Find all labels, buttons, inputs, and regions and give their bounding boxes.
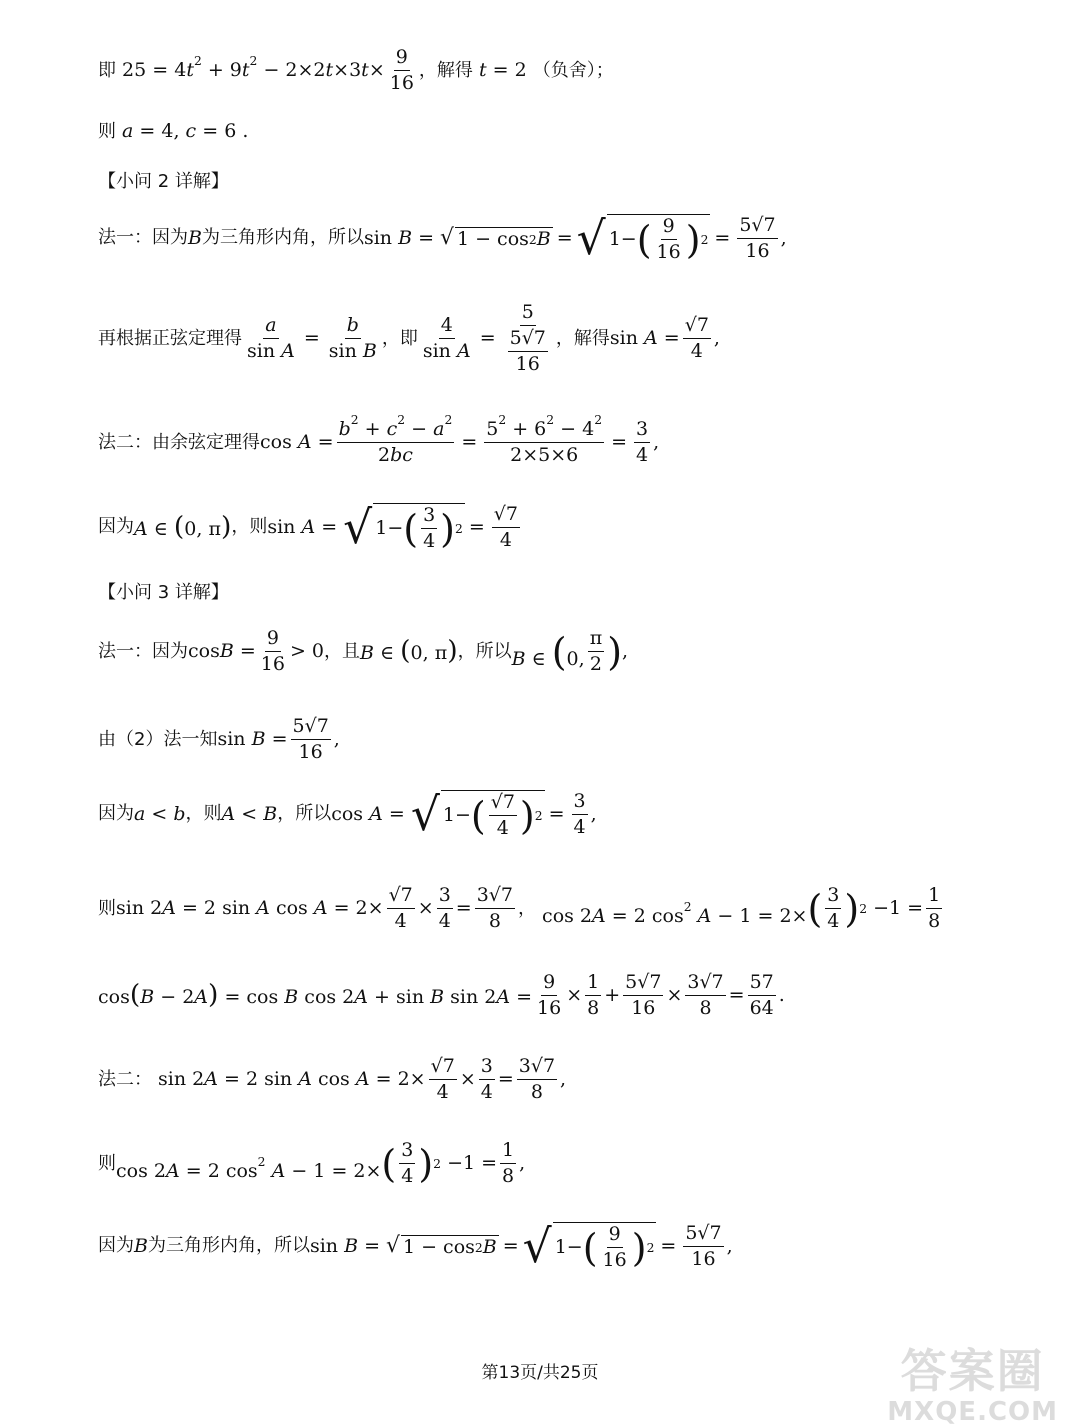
fraction: $\frac{5√7}{16}$ — [625, 971, 662, 1019]
line-text: 则 — [98, 897, 116, 919]
fraction: $\frac{3}{4}$ — [573, 789, 586, 838]
line-text: 法二：由余弦定理得 — [98, 431, 260, 453]
line-text: ，即 — [381, 327, 418, 349]
line-text: 则 — [98, 120, 116, 142]
equation: sin B = — [363, 226, 441, 249]
equation: B ∈ (0, π) — [360, 635, 458, 667]
equation: > 0 — [289, 640, 325, 662]
fraction: $\frac{9}{16}$ — [389, 46, 414, 94]
solution-line-2 — [98, 122, 248, 141]
fraction: $\frac{57}{64}$ — [749, 971, 774, 1019]
fraction: $\frac{5√7}{16}$ — [685, 1221, 722, 1270]
equation: sin 2A = 2 sin A cos A = 2× — [152, 1068, 426, 1090]
fraction: $\frac{√7}{4}$ — [430, 1055, 455, 1103]
equation: t = 2 — [478, 59, 533, 81]
line-text: ，且 — [324, 640, 361, 662]
equation: a < b — [134, 802, 186, 825]
line-text: （负舍）； — [532, 59, 614, 81]
fraction: $\frac{4}{\text{sin A}}$ — [422, 314, 471, 362]
line-text: ，所以 — [277, 803, 332, 824]
page-number: 第13页/共25页 — [481, 1363, 599, 1383]
line-text: 法二： — [98, 1068, 152, 1090]
fraction: $\frac{3√7}{8}$ — [518, 1055, 556, 1103]
line-text: ，解得 — [555, 327, 610, 349]
section-heading-3: 【小问 3 详解】 — [98, 582, 229, 603]
fraction: $\frac{3}{4}$ — [438, 884, 451, 932]
solution-line-5: 法二：由余弦定理得 cos A = $\frac{b^2 + c^2 - a^2}{2bc}$ = $\frac{5^2 + 6^2 - 4^2}{2\times 5\times 6}$ = $\frac{3}{4}$ , — [98, 413, 660, 467]
sqrt: √ 1− ( $\frac{9}{16}$ ) 2 — [522, 1220, 655, 1274]
fraction: $\frac{3√7}{8}$ — [476, 884, 514, 932]
line-text: 因为 — [98, 1235, 134, 1256]
fraction: $\frac{5√7}{16}$ — [292, 715, 329, 763]
line-text: 为三角形内角，所以 — [147, 1235, 310, 1256]
line-text: 即 — [98, 59, 116, 81]
solution-line-7: 法一：因为 cosB = $\frac{9}{16}$ > 0 ，且 B ∈ (0, π) ，所以 B ∈ (0, $\frac{\pi}{2}$ ) , — [98, 627, 629, 675]
equation: cos 2A = 2 $\cos^2 A - 1 = 2\times$( — [116, 1141, 397, 1186]
equation: sin 2A = 2 sin A cos A = 2× — [116, 897, 384, 919]
fraction: $\frac{1}{8}$ — [587, 971, 600, 1019]
equation: A < B — [221, 802, 278, 825]
sqrt: √ 1 − cos 2 B — [386, 1233, 497, 1259]
fraction: $\frac{9}{16}$ — [260, 627, 285, 675]
solution-line-10: 则 sin 2A = 2 sin A cos A = 2× $\frac{√7}{4}$ × $\frac{3}{4}$ = $\frac{3√7}{8}$ ， cos 2A = 2 $\cos^2 A - 1 = 2\times$( $\frac{3}{4}$ ) 2 −1 = $\frac{1}{8}$ — [98, 884, 941, 932]
line-text: ，则 — [185, 803, 222, 824]
equation: B ∈ (0, — [511, 629, 585, 674]
solution-line-13: 则 cos 2A = 2 $\cos^2 A - 1 = 2\times$( $\frac{3}{4}$ ) 2 −1 = $\frac{1}{8}$ , — [98, 1139, 526, 1187]
line-text: 因为 — [98, 516, 134, 537]
fraction: $\frac{√7}{4}$ — [388, 884, 413, 932]
fraction: $\frac{√7}{4}$ — [493, 502, 518, 551]
watermark-logo — [887, 1335, 1058, 1427]
line-text: ，则 — [231, 516, 268, 537]
solution-line-4: 再根据正弦定理得 $\frac{a}{\text{sin A}}$ = $\frac{b}{\text{sin B}}$ ，即 $\frac{4}{\text{sin A}}$ = $\frac{5}{\frac{5√7}{16}}$ ，解得 sin A = $\frac{√7}{4}$ , — [98, 301, 720, 375]
solution-line-9: 因为 a < b ，则 A < B ，所以 cos A = √ 1− ( $\frac{√7}{4}$ ) 2 = $\frac{3}{4}$ , — [98, 788, 597, 842]
equation: $25 = 4t^2 + 9t^2 - 2\times 2t\times 3t\times$ — [116, 53, 385, 82]
sqrt: √ 1− ( $\frac{9}{16}$ ) 2 — [576, 212, 709, 266]
equation: sin B = — [309, 1234, 387, 1257]
equation: cos A = — [260, 431, 334, 454]
equation: sin A = — [609, 327, 680, 349]
solution-line-14: 因为 B 为三角形内角，所以 sin B = √ 1 − cos 2 B = √ 1− ( $\frac{9}{16}$ ) 2 = $\frac{5√7}{16}$ , — [98, 1220, 733, 1274]
sqrt: √ 1− ( $\frac{3}{4}$ ) 2 — [343, 501, 463, 555]
fraction: $\frac{3√7}{8}$ — [687, 971, 724, 1019]
solution-line-11: cos(B − 2A) = cos B cos 2A + sin B sin 2A = $\frac{9}{16}$ × $\frac{1}{8}$ + $\frac{5√7}{16}$ × $\frac{3√7}{8}$ = $\frac{57}{64}$ . — [98, 971, 785, 1019]
line-text: 为三角形内角，所以 — [201, 227, 364, 248]
line-text: 法一：因为 — [98, 227, 188, 248]
fraction: $\frac{5}{\frac{5√7}{16}}$ — [509, 301, 546, 375]
solution-line-8: 由（2）法一知 sin B = $\frac{5√7}{16}$ , — [98, 715, 340, 763]
line-text: ， — [518, 897, 537, 919]
line-text: 因为 — [98, 803, 134, 824]
fraction: $\frac{1}{8}$ — [502, 1139, 515, 1187]
equation: cosB = — [188, 640, 256, 662]
line-text: 再根据正弦定理得 — [98, 327, 242, 349]
fraction: $\frac{5√7}{16}$ — [739, 213, 776, 262]
fraction: $\frac{b}{\text{sin B}}$ — [328, 314, 377, 362]
watermark-top: 答案圈 — [900, 1344, 1045, 1398]
fraction: $\frac{√7}{4}$ — [684, 314, 709, 362]
fraction: $\frac{3}{4}$ — [827, 884, 840, 932]
fraction: $\frac{9}{16}$ — [537, 971, 562, 1019]
fraction: $\frac{\pi}{2}$ — [589, 627, 603, 675]
solution-line-12: 法二： sin 2A = 2 sin A cos A = 2× $\frac{√7}{4}$ × $\frac{3}{4}$ = $\frac{3√7}{8}$ , — [98, 1055, 567, 1103]
fraction: $\frac{3}{4}$ — [480, 1055, 493, 1103]
fraction: $\frac{3}{4}$ — [401, 1139, 414, 1187]
equation: cos 2A = 2 $\cos^2 A - 1 = 2\times$( — [536, 886, 823, 931]
equation: A ∈ (0, π) — [134, 510, 232, 542]
solution-line-6: 因为 A ∈ (0, π) ，则 sin A = √ 1− ( $\frac{3}{4}$ ) 2 = $\frac{√7}{4}$ — [98, 501, 518, 555]
equation: a = 4, c = 6 . — [122, 120, 249, 142]
section-heading-2: 【小问 2 详解】 — [98, 171, 229, 192]
solution-line-1 — [98, 48, 614, 93]
equation: sin A = — [267, 515, 344, 538]
sqrt: √ 1− ( $\frac{√7}{4}$ ) 2 — [410, 788, 543, 842]
variable: B — [188, 226, 202, 249]
watermark-bottom: MXQE.COM — [887, 1397, 1058, 1427]
equation: cos(B − 2A) = cos B cos 2A + sin B sin 2A = — [98, 979, 533, 1011]
fraction: $\frac{3}{4}$ — [636, 418, 649, 467]
fraction: $\frac{b^2 + c^2 - a^2}{2bc}$ — [338, 413, 453, 467]
line-text: 由（2）法一知 — [98, 728, 218, 750]
fraction: $\frac{1}{8}$ — [928, 884, 941, 932]
equation: sin B = — [217, 728, 288, 750]
line-text: ，解得 — [418, 59, 473, 81]
fraction: $\frac{a}{\text{sin A}}$ — [247, 314, 295, 362]
variable: B — [134, 1234, 148, 1257]
line-text: 法一：因为 — [98, 640, 188, 662]
solution-line-3: 法一：因为 B 为三角形内角，所以 sin B = √ 1 − cos 2 B = √ 1− ( $\frac{9}{16}$ ) 2 = $\frac{5√7}{16}$ , — [98, 212, 787, 266]
sqrt: √ 1 − cos 2 B — [440, 225, 551, 251]
fraction: $\frac{5^2 + 6^2 - 4^2}{2\times 5\times 6}$ — [486, 413, 603, 467]
line-text: ，所以 — [457, 640, 512, 662]
line-text: 则 — [98, 1152, 116, 1174]
equation: cos A = — [331, 802, 411, 825]
